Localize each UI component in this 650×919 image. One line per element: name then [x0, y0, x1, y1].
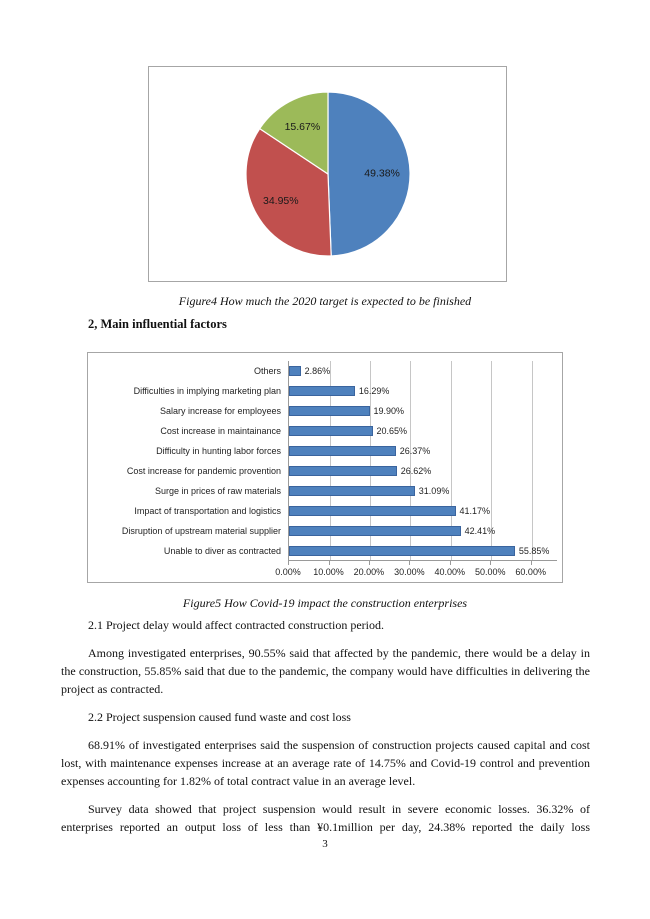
paragraph-2-2-heading: 2.2 Project suspension caused fund waste and cost loss	[88, 710, 351, 724]
x-tick-label: 20.00%	[353, 567, 385, 577]
x-axis-tick	[329, 561, 330, 565]
bar-category-label: Salary increase for employees	[159, 406, 281, 416]
bar-category-label: Difficulties in implying marketing plan	[133, 386, 281, 396]
x-tick-label: 40.00%	[434, 567, 466, 577]
bar-category-label: Others	[253, 366, 281, 376]
page-number: 3	[322, 838, 328, 850]
bar-category-axis	[88, 361, 281, 561]
bar-category-label: Cost increase in maintainance	[160, 426, 281, 436]
body-text	[61, 616, 590, 846]
bar-category-label: Surge in prices of raw materials	[154, 486, 281, 496]
pie-data-label-1: 34.95%	[262, 195, 299, 207]
x-axis-tick	[531, 561, 532, 565]
bar-4	[289, 446, 396, 456]
bar-5	[289, 466, 397, 476]
bar-value-label-5: 26.62%	[400, 466, 432, 476]
x-tick-label: 50.00%	[475, 567, 506, 577]
x-axis-tick	[369, 561, 370, 565]
bar-2	[289, 406, 370, 416]
bar-value-label-3: 20.65%	[376, 426, 408, 436]
pie-data-label-2: 15.67%	[284, 120, 321, 133]
figure4-caption: Figure4 How much the 2020 target is expected to be finished	[178, 294, 472, 308]
x-axis-tick	[490, 561, 491, 565]
bar-category-label: Impact of transportation and logistics	[134, 506, 281, 516]
figure5-bar-chart	[87, 352, 563, 583]
section-heading: 2, Main influential factors	[88, 317, 227, 331]
gridline-60	[532, 361, 533, 560]
bar-value-label-2: 19.90%	[373, 406, 405, 416]
bar-category-label: Unable to diver as contracted	[163, 546, 281, 556]
x-axis-tick	[409, 561, 410, 565]
bar-value-label-6: 31.09%	[418, 486, 450, 496]
bar-category-label: Cost increase for pandemic provention	[126, 466, 281, 476]
paragraph-survey: Survey data showed that project suspension would result in severe economic losses. 36.32% of enterprises reported an output loss of less than ¥0.1million per day, 24.38% reported the daily loss	[61, 802, 590, 834]
bar-value-label-9: 55.85%	[518, 546, 550, 556]
bar-0	[289, 366, 301, 376]
bar-plot-area	[288, 361, 557, 561]
figure5-caption: Figure5 How Covid-19 impact the construction enterprises	[182, 596, 468, 610]
x-tick-label: 10.00%	[313, 567, 344, 577]
bar-3	[289, 426, 373, 436]
bar-category-label: Disruption of upstream material supplier	[121, 526, 281, 536]
x-axis-tick	[288, 561, 289, 565]
bar-1	[289, 386, 355, 396]
bar-value-label-8: 42.41%	[464, 526, 496, 536]
bar-9	[289, 546, 515, 556]
bar-value-label-4: 26.37%	[399, 446, 431, 456]
paragraph-2-1-heading: 2.1 Project delay would affect contracted construction period.	[88, 618, 385, 632]
bar-8	[289, 526, 461, 536]
x-tick-label: 60.00%	[515, 567, 546, 577]
bar-7	[289, 506, 456, 516]
bar-category-label: Difficulty in hunting labor forces	[156, 446, 281, 456]
x-tick-label: 0.00%	[275, 567, 301, 577]
figure4-pie-chart	[148, 66, 507, 282]
bar-value-label-7: 41.17%	[459, 506, 491, 516]
pie-data-label-0: 49.38%	[364, 167, 400, 180]
bar-value-label-1: 16.29%	[358, 386, 390, 396]
x-axis-tick	[450, 561, 451, 565]
bar-6	[289, 486, 415, 496]
pie-chart-canvas	[149, 67, 508, 283]
x-tick-label: 30.00%	[394, 567, 425, 577]
paragraph-delay: Among investigated enterprises, 90.55% said that affected by the pandemic, there would be a delay in the construction, 55.85% said that due to the pandemic, the company would have difficulties in delivering the project as contracted.	[61, 646, 590, 696]
paragraph-suspension: 68.91% of investigated enterprises said the suspension of construction projects caused capital and cost lost, with maintenance expenses increase at an average rate of 14.75% and Covid-19 control and prevention expenses accounting for 1.82% of total contract value in an average level.	[61, 738, 590, 788]
bar-value-label-0: 2.86%	[304, 366, 331, 376]
